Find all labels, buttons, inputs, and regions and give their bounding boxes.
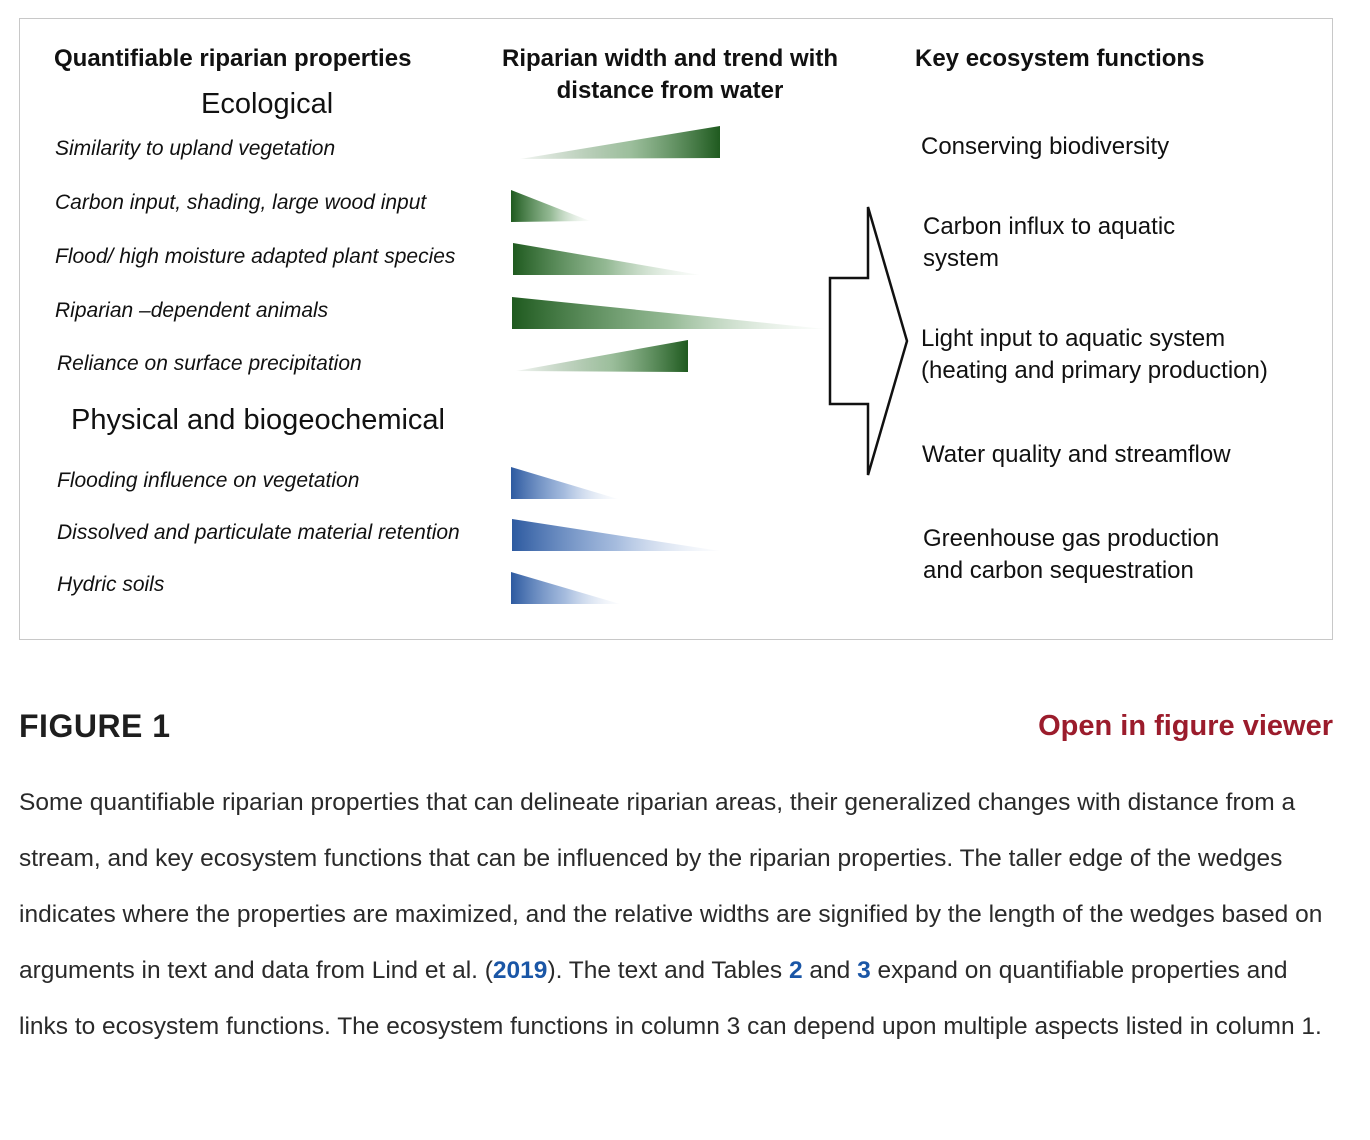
wedge-surface-precipitation	[516, 340, 688, 372]
caption-text-part: expand on quantifiable properties and links to ecosystem functions. The ecosystem functions in column 3 can depend upon multiple aspects listed in column 1.	[19, 957, 1322, 1040]
function-line: Greenhouse gas production	[923, 525, 1220, 552]
figure-frame	[19, 18, 1333, 640]
caption-text-part: ). The text and Tables	[547, 957, 789, 984]
function-item	[923, 523, 1219, 587]
property-label: Similarity to upland vegetation	[55, 137, 336, 160]
citation-link-2019[interactable]: 2019	[492, 957, 548, 984]
caption-text-part: Some quantifiable riparian properties that can delineate riparian areas, their generalized changes with distance from a stream, and key ecosystem functions that can be influenced by the riparian properties. The taller edge of the wedges indicates where the properties are maximized, and the relative widths are signified by the length of the wedges based on arguments in text and data from Lind et al. (	[19, 789, 1323, 984]
function-item	[921, 323, 1268, 387]
wedge-similarity-upland	[520, 126, 720, 159]
function-line: Carbon influx to aquatic	[923, 213, 1176, 240]
section-physical: Physical and biogeochemical	[71, 404, 445, 436]
function-line: Water quality and streamflow	[922, 441, 1231, 468]
wedge-flood-adapted	[513, 243, 700, 275]
block-arrow-right-icon	[830, 207, 907, 475]
table-3-link[interactable]: 3	[857, 957, 871, 984]
property-label: Riparian –dependent animals	[55, 299, 329, 322]
function-line: (heating and primary production)	[921, 357, 1268, 384]
property-label: Flood/ high moisture adapted plant species	[55, 245, 456, 268]
function-item	[923, 211, 1175, 275]
property-label: Dissolved and particulate material retention	[57, 521, 460, 544]
wedge-hydric-soils	[511, 572, 620, 604]
wedge-flooding-influence	[511, 467, 618, 499]
function-line: and carbon sequestration	[923, 557, 1194, 584]
section-ecological: Ecological	[201, 88, 334, 120]
function-item	[921, 131, 1169, 163]
figure-caption	[19, 775, 1339, 1055]
figure-title: FIGURE 1	[19, 708, 171, 744]
property-label: Carbon input, shading, large wood input	[55, 191, 427, 214]
wedge-carbon-input	[511, 190, 590, 222]
property-label: Reliance on surface precipitation	[57, 352, 362, 375]
function-line: Conserving biodiversity	[921, 133, 1170, 160]
wedge-riparian-animals	[512, 297, 825, 329]
header-width-trend-line1: Riparian width and trend with	[502, 45, 838, 72]
caption-text-part: and	[802, 957, 858, 984]
header-functions: Key ecosystem functions	[915, 45, 1205, 72]
property-label: Flooding influence on vegetation	[57, 469, 360, 492]
header-properties: Quantifiable riparian properties	[54, 45, 412, 72]
open-figure-viewer-link[interactable]: Open in figure viewer	[1038, 710, 1333, 742]
header-width-trend	[460, 43, 880, 107]
function-line: Light input to aquatic system	[921, 325, 1226, 352]
function-line: system	[923, 245, 1000, 272]
function-item	[922, 439, 1231, 471]
header-width-trend-line2: distance from water	[556, 77, 784, 104]
property-label: Hydric soils	[57, 573, 165, 596]
wedge-material-retention	[512, 519, 720, 551]
table-2-link[interactable]: 2	[788, 957, 803, 984]
